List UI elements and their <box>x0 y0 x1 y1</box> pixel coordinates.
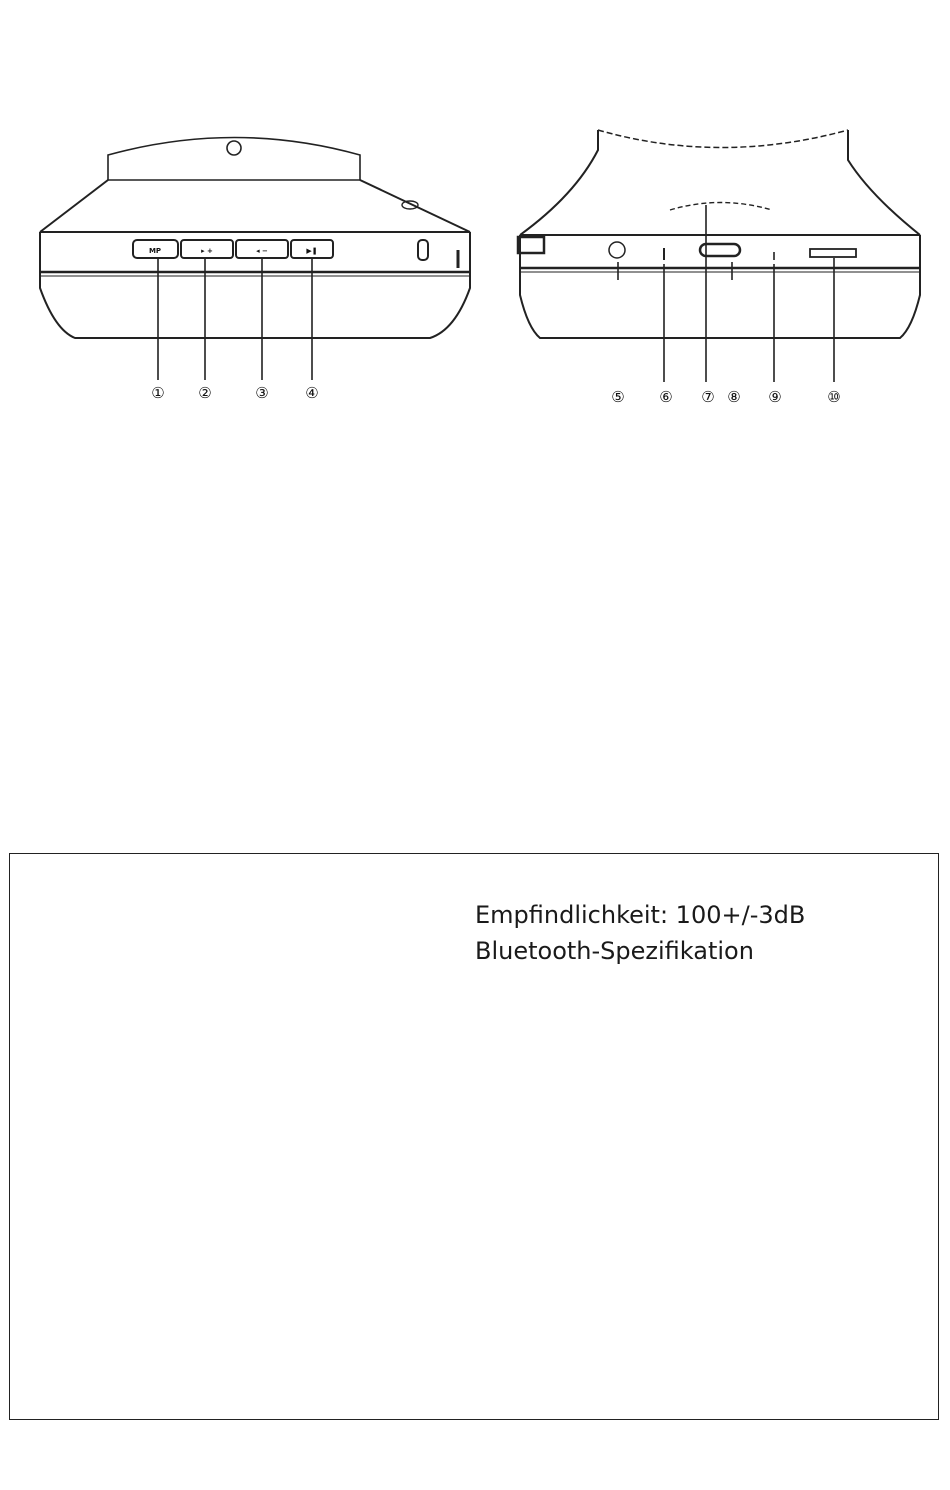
callout-3: ③ <box>255 384 269 402</box>
sensitivity-spec: Empfindlichkeit: 100+/-3dB <box>475 901 806 929</box>
bluetooth-spec-heading: Bluetooth-Spezifikation <box>475 937 754 965</box>
callout-10: ⑩ <box>827 388 841 406</box>
back-view-illustration <box>518 130 920 338</box>
prev-button-icon: ◂ − <box>256 247 268 255</box>
mp-button-label: MP <box>148 247 162 255</box>
callout-7: ⑦ <box>701 388 715 406</box>
button-group <box>133 240 333 258</box>
specifications-box <box>9 853 939 1420</box>
callout-8: ⑧ <box>727 388 741 406</box>
callout-2: ② <box>198 384 212 402</box>
right-leader-lines <box>618 205 834 382</box>
callout-9: ⑨ <box>768 388 782 406</box>
callout-4: ④ <box>305 384 319 402</box>
front-view-illustration <box>40 138 470 339</box>
left-callouts <box>151 384 318 402</box>
product-diagram <box>0 100 950 430</box>
callout-6: ⑥ <box>659 388 673 406</box>
callout-1: ① <box>151 384 165 402</box>
play-pause-icon: ▶❚ <box>306 247 318 255</box>
next-button-icon: ▸ + <box>201 247 213 255</box>
right-callouts <box>611 388 840 406</box>
specifications-text <box>475 897 915 969</box>
callout-5: ⑤ <box>611 388 625 406</box>
